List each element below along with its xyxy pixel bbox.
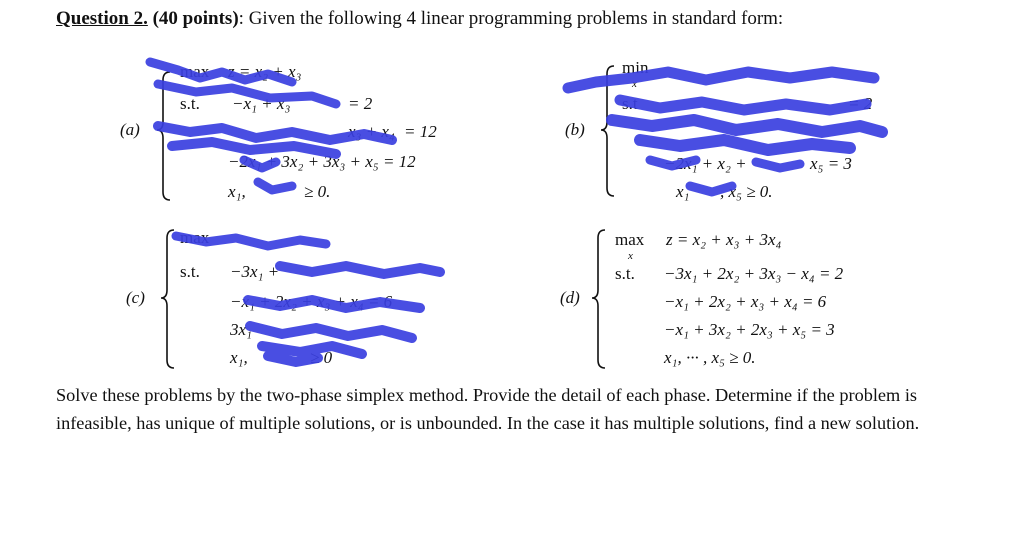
problem-a-row2: x₃ + x₄ — [348, 122, 395, 141]
problem-c-objective-keyword: max — [180, 228, 210, 247]
scribble-c-mid — [248, 266, 440, 308]
problem-c-label: (c) — [126, 288, 145, 307]
problem-d-nonneg: x₁, ··· , x₅ ≥ 0. — [664, 348, 756, 367]
problem-d-label: (d) — [560, 288, 580, 307]
problem-c-st: s.t. — [180, 262, 200, 281]
problem-d-row1: −3x₁ + 2x₂ + 3x₃ − x₄ = 2 — [664, 264, 844, 283]
problem-c-row2: −x₁ + 2x₂ + x₃ + x₄ = 6 — [230, 292, 393, 311]
problem-d-st: s.t. — [615, 264, 635, 283]
problem-b-row1-rhs: = 2 — [848, 94, 873, 113]
problem-a-label: (a) — [120, 120, 140, 139]
problem-d-objective-keyword: max — [615, 230, 645, 249]
problem-c-nonneg-b: ≥ 0 — [310, 348, 333, 367]
scribble-b-low — [650, 160, 800, 192]
problem-a-objective-keyword: max — [180, 62, 210, 81]
problem-c-row1: −3x₁ + — [230, 262, 280, 281]
question-number: Question 2. — [56, 8, 148, 29]
problem-b-label: (b) — [565, 120, 585, 139]
problem-b-nonneg-a: x₁ — [676, 182, 690, 201]
problem-b-nonneg-b: , x₅ ≥ 0. — [720, 182, 773, 201]
question-colon: : — [238, 8, 244, 29]
problem-b-st: s.t — [622, 94, 638, 113]
problem-a-objective: z = x₂ + x₃ — [228, 62, 302, 81]
problem-d-objective: z = x₂ + x₃ + 3x₄ — [666, 230, 782, 249]
problem-d-row3: −x₁ + 3x₂ + 2x₃ + x₅ = 3 — [664, 320, 835, 339]
problem-a-nonneg-a: x₁, — [228, 182, 246, 201]
scribble-b-mid — [612, 120, 882, 150]
problem-b-row3: −2x₁ + x₂ + — [664, 154, 747, 173]
problem-a-st: s.t. — [180, 94, 200, 113]
problem-c-nonneg-a: x₁, — [230, 348, 248, 367]
problem-a-row1-rhs: = 2 — [348, 94, 373, 113]
problem-b-objective-keyword: min — [622, 58, 649, 77]
scribble-c-top — [176, 236, 326, 246]
question-intro: Given the following 4 linear programming problems in standard form: — [243, 8, 784, 29]
scribble-b-top — [568, 72, 874, 110]
instructions-paragraph: Solve these problems by the two-phase simplex method. Provide the detail of each phase. Determine if the problem is infeasible, has unique of multiple solutions, or is unbounded. In the case it has multiple solutions, find a new solution. — [56, 385, 920, 433]
scribble-a-top — [150, 62, 336, 104]
scribble-c-low — [250, 326, 412, 362]
problem-a-nonneg-b: ≥ 0. — [304, 182, 331, 201]
problem-d-subscript: x — [628, 250, 633, 262]
scribble-a-mid — [158, 126, 392, 154]
problem-b-row3-rhs: x₅ = 3 — [810, 154, 852, 173]
problem-a-row1: −x₁ + x₃ — [232, 94, 291, 113]
problem-d-row2: −x₁ + 2x₂ + x₃ + x₄ = 6 — [664, 292, 827, 311]
question-points: (40 points) — [152, 8, 239, 29]
problem-c-row3: 3x₁ — [230, 320, 252, 339]
scribble-a-low — [244, 160, 292, 190]
problem-a-row2-rhs: = 12 — [404, 122, 437, 141]
problem-a-row3: −2x₁ + 3x₂ + 3x₃ + x₅ = 12 — [228, 152, 416, 171]
problem-b-subscript: x — [632, 78, 637, 90]
